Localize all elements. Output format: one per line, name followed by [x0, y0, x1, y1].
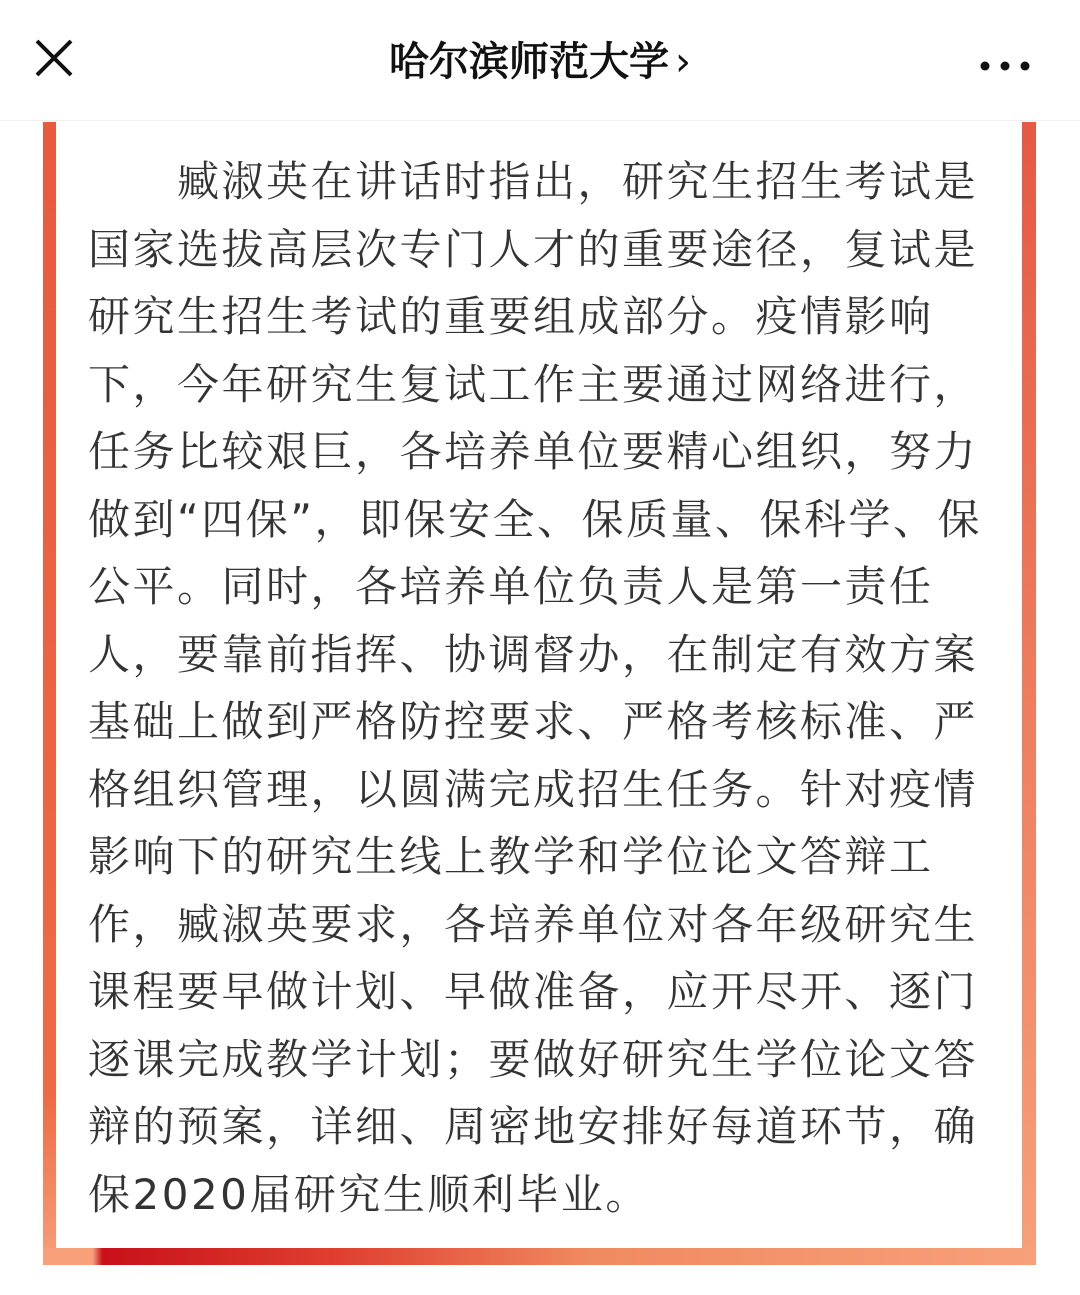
article-line: 研究生招生考试的重要组成部分。疫情影响	[88, 292, 934, 341]
account-title-link[interactable]	[0, 30, 1080, 87]
article-line: 下，今年研究生复试工作主要通过网络进行，	[88, 359, 979, 409]
chevron-right-icon: ›	[675, 39, 691, 85]
article-line: 格组织管理，以圆满完成招生任务。针对疫情	[88, 764, 979, 814]
article-line: 辩的预案，详细、周密地安排好每道环节，确	[88, 1102, 979, 1151]
article-body	[88, 148, 1008, 1228]
article-line: 国家选拔高层次专门人才的重要途径，复试是	[88, 224, 979, 274]
article-line: 臧淑英在讲话时指出，研究生招生考试是	[88, 157, 979, 206]
frame-border-left	[43, 122, 56, 1265]
article-line: 逐课完成教学计划；要做好研究生学位论文答	[88, 1034, 979, 1084]
article-line: 保2020届研究生顺利毕业。	[88, 1169, 650, 1219]
article-line: 公平。同时，各培养单位负责人是第一责任	[88, 562, 934, 611]
article-line: 基础上做到严格防控要求、严格考核标准、严	[88, 697, 979, 746]
top-bar	[0, 0, 1080, 121]
frame-border-bottom	[43, 1248, 1036, 1265]
article-line: 人，要靠前指挥、协调督办，在制定有效方案	[88, 629, 979, 679]
article-line: 任务比较艰巨，各培养单位要精心组织，努力	[88, 427, 979, 476]
page-title: 哈尔滨师范大学	[389, 39, 669, 85]
article-line: 做到“四保”，即保安全、保质量、保科学、保	[88, 494, 983, 544]
article-line: 作，臧淑英要求，各培养单位对各年级研究生	[88, 899, 979, 949]
frame-border-right	[1022, 122, 1036, 1265]
more-icon[interactable]	[980, 56, 1030, 66]
article-line: 影响下的研究生线上教学和学位论文答辩工	[88, 832, 934, 881]
article-line: 课程要早做计划、早做准备，应开尽开、逐门	[88, 967, 979, 1016]
